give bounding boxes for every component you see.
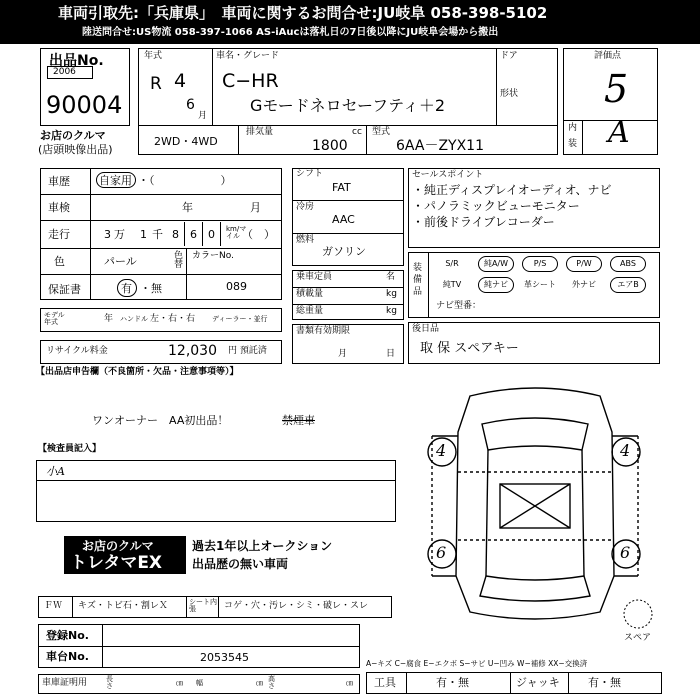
riding-unit: 名 [386,272,396,282]
sales-point-1: ・純正ディスプレイオーディオ、ナビ [412,183,612,197]
regis-label: 書類有効期限 [296,326,351,336]
riding-label: 乗車定員 [296,272,333,282]
mileage-ichi: 0 [208,228,215,241]
fw-label: ＦＷ [44,601,63,611]
seat-label: シート内張 [189,598,217,613]
seat-value: コゲ・穴・汚レ・シミ・破レ・スレ [224,601,369,611]
model-year: 年 [104,314,114,324]
header-bar [0,0,700,44]
sales-points-label: セールスポイント [412,170,484,180]
regis-month: 月 [338,349,348,359]
shift-value: FAT [332,181,351,194]
car-diagram [400,376,670,630]
notes-text: ワンオーナー AA初出品！ [92,414,229,427]
equip-aw: 純A/W [478,256,514,272]
equip-ext-navi: 外ナビ [572,280,596,289]
lot-number: 90004 [46,91,123,119]
spare-tire-icon [624,600,652,628]
banner-shop2: トレタマEX [70,553,163,573]
shift-label: シフト [296,169,324,179]
color-code: 089 [226,280,247,293]
chassis-value: 2053545 [200,651,249,664]
mileage-sen-unit: 千 [152,228,163,241]
model-handle: ハンドル [120,315,148,323]
header-line1: 車両引取先:「兵庫県」 車両に関するお問合せ:JU岐阜 058-398-5102 [58,4,548,22]
model-year-month-unit: 月 [198,111,208,121]
inspection-month: 月 [250,201,261,214]
cert-unit-3: ㎝ [346,679,353,687]
history-rest: ・（ ） [138,174,232,187]
equipment-label: 装備品 [413,263,423,297]
model-year-month: 6 [186,97,195,113]
interior-value: A [608,115,630,150]
mileage-ju: 6 [190,228,197,241]
color-value: パール [104,255,137,268]
accessories-value: 取 保 スペアキー [420,341,519,356]
regis-day: 日 [386,349,396,359]
spare-label: スペア [624,633,652,643]
type-label: 型式 [372,127,391,137]
warranty-value: 有 [121,282,132,295]
inspection-label: 車検 [48,201,70,214]
score-label: 評価点 [594,51,622,61]
shop-line1: お店のクルマ [40,129,106,142]
sales-point-3: ・前後ドライブレコーダー [412,215,555,229]
color-code-label: カラーNo. [192,251,234,261]
mileage-man-unit: 万 [114,228,125,241]
tire-rr-value: 6 [620,543,631,562]
fuel-label: 燃料 [296,235,315,245]
car-outline [456,388,614,619]
model-sides: 左・右・右 [150,314,196,324]
sales-point-2: ・パノラミックビューモニター [412,199,580,213]
tire-fr-value: 4 [620,441,631,460]
recycle-label: リサイクル料金 [46,346,108,356]
reg-label: 登録No. [46,629,89,642]
interior-label-2: 装 [568,139,578,149]
equip-sr: S/R [445,259,459,268]
history-value: 自家用 [99,174,132,187]
car-name: C−HR [222,70,279,92]
chassis-label: 車台No. [46,650,89,663]
mileage-paren: （ ） [242,228,275,241]
lot-label: 出品No. [49,53,104,69]
accessories-label: 後日品 [412,324,440,334]
warranty-rest: ・無 [140,282,162,295]
car-rear-window [480,576,590,601]
banner-shop1: お店のクルマ [82,539,154,553]
displacement-label: 排気量 [246,127,274,137]
mileage-man: 3 [104,228,111,241]
total-unit: kg [386,306,397,316]
equip-airbag: エアB [610,277,646,293]
model-code: 6AA－ZYX11 [396,138,484,154]
inspector-box [36,460,396,522]
cert-label: 車庫証明用 [42,678,88,688]
displacement-unit: cc [352,127,362,137]
shape-label: 形状 [500,89,519,99]
ac-label: 冷房 [296,202,315,212]
notes-header: 【出品店申告欄（不良箇所・欠品・注意事項等）】 [36,367,239,377]
model-dealer: ディーラー・並行 [212,315,268,323]
jack-label: ジャッキ [516,676,560,689]
displacement-value: 1800 [312,138,348,154]
notes-strike: 禁煙車 [282,414,315,427]
equip-pw: P/W [566,256,602,272]
drive-type: 2WD・4WD [154,135,218,148]
cert-length: 長さ [106,675,113,690]
shop-line2: (店頭映像出品) [38,143,113,156]
cert-height: 高さ [268,675,275,690]
equip-abs: ABS [610,256,646,272]
recycle-amount: 12,030 [168,343,217,359]
inspection-year: 年 [182,201,193,214]
history-label: 車歴 [48,175,70,188]
cert-unit-2: ㎝ [256,679,263,687]
car-grade: Gモードネロセーフティ＋2 [250,96,446,115]
model-year-value: 4 [174,70,187,92]
color-change: 色替 [174,251,184,270]
interior-label-1: 内 [568,123,578,133]
model-label: モデル年式 [44,311,65,326]
header-line2: 陸送問合せ:US物流 058-397-1066 AS-iAucは落札日の7日後以降にJU岐阜会場から搬出 [82,27,499,38]
total-label: 総重量 [296,306,324,316]
equip-ps: P/S [522,256,558,272]
equip-tv: 純TV [442,280,462,289]
warranty-label: 保証書 [48,283,81,296]
mileage-unit: km/マイル [226,225,247,240]
equip-leather: 革シート [524,280,556,289]
cert-width: 幅 [196,679,203,687]
model-year-label: 年式 [144,51,163,61]
lot-year: 2006 [53,67,76,77]
mileage-label: 走行 [48,228,70,241]
tire-fl-value: 4 [436,441,447,460]
load-label: 積載量 [296,289,324,299]
fuel-value: ガソリン [322,245,366,258]
mileage-sen: 1 [140,228,147,241]
recycle-unit: 円 預託済 [228,346,267,356]
tools-label: 工具 [374,676,396,689]
banner-aux2: 出品歴の無い車両 [192,557,289,571]
car-name-label: 車名・グレード [216,51,280,61]
load-unit: kg [386,289,397,299]
cert-unit-1: ㎝ [176,679,183,687]
equip-navi: 純ナビ [478,277,514,293]
inspector-header: 【検査員記入】 [38,444,102,454]
mileage-hyaku: 8 [172,228,179,241]
car-windshield [482,418,588,450]
color-label: 色 [54,255,65,268]
door-label: ドア [500,51,518,61]
model-year-era: R [150,74,162,94]
tools-value: 有・無 [436,676,469,689]
inspector-mark: 小A [46,465,65,478]
ac-value: AAC [332,213,355,226]
legend: A−キズ C−腐食 E−エクボ S−サビ U−凹み W−補修 XX−交換済 [366,659,588,668]
jack-value: 有・無 [588,676,621,689]
navi-model: ナビ型番： [436,301,482,311]
banner-aux1: 過去1年以上オークション [192,539,333,553]
tire-rl-value: 6 [436,543,447,562]
score-value: 5 [604,67,629,111]
fw-value: キズ・トビ石・割レＸ [78,601,168,611]
